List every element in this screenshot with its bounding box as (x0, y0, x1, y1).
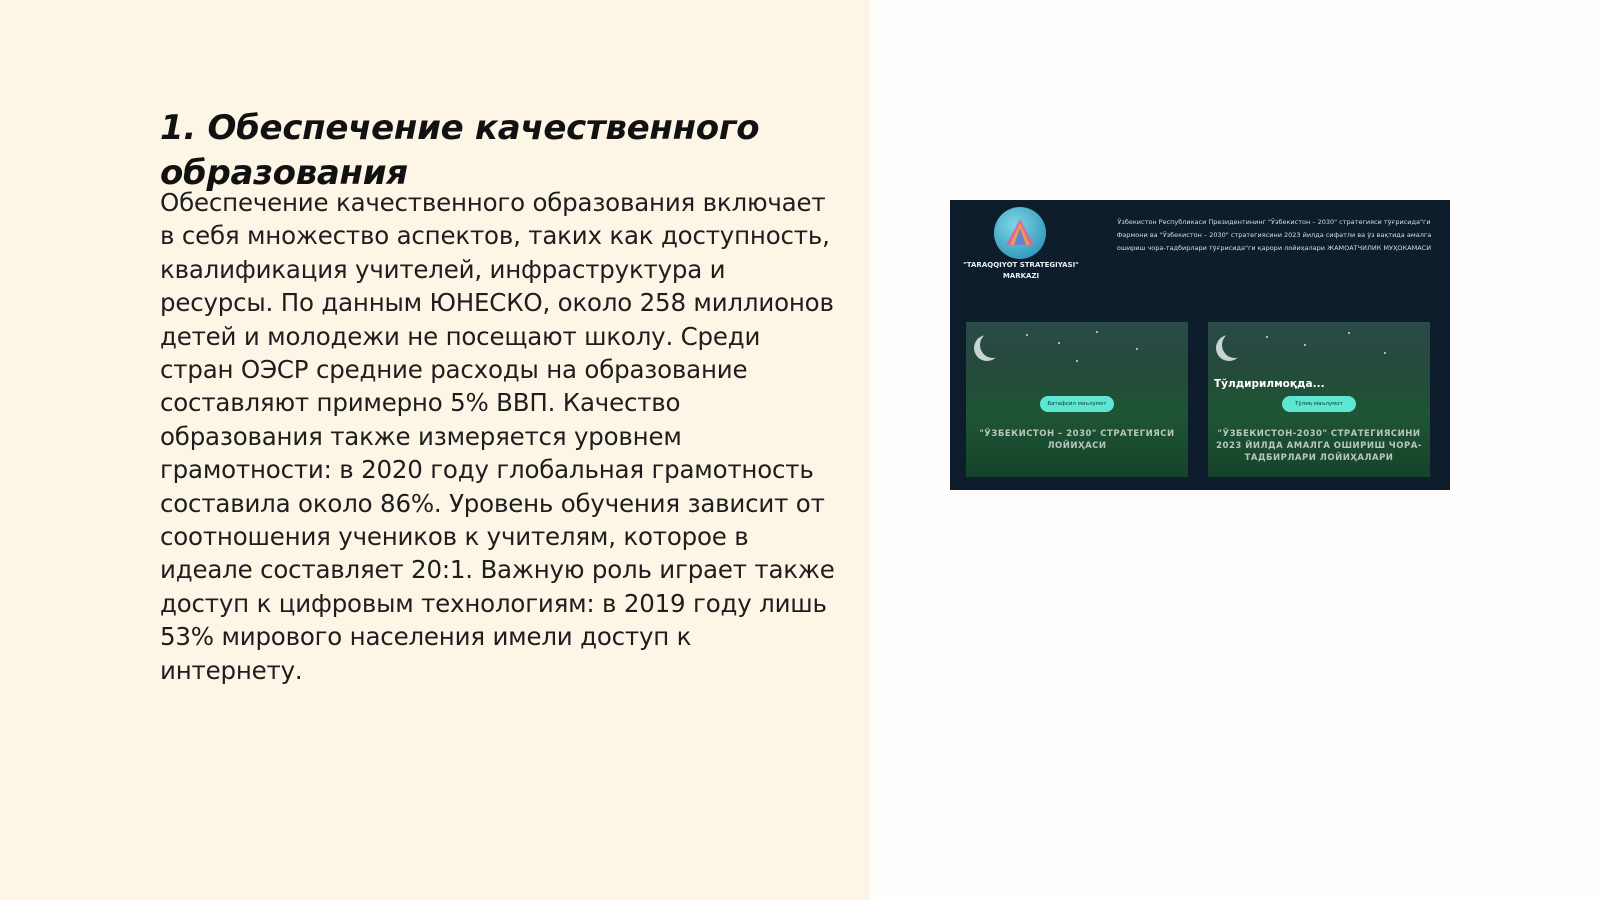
star-icon (1026, 334, 1028, 336)
strategy-card[interactable] (966, 322, 1188, 477)
star-icon (1136, 348, 1138, 350)
star-icon (1304, 344, 1306, 346)
crescent-moon-icon (980, 332, 1006, 358)
star-icon (1076, 360, 1078, 362)
star-icon (1096, 331, 1098, 333)
crescent-moon-icon (1222, 332, 1248, 358)
card-title: "ЎЗБЕКИСТОН – 2030" СТРАТЕГИЯСИ ЛОЙИҲАСИ (979, 429, 1175, 451)
details-button[interactable]: Батафсил маълумот (1040, 396, 1114, 412)
star-icon (1266, 336, 1268, 338)
star-icon (1348, 332, 1350, 334)
slide-body-text: Обеспечение качественного образования включает в себя множество аспектов, таких как доступность, квалификация учителей, инфраструктура и ресурсы. По данным ЮНЕСКО, около 258 миллионов детей и молодежи не посещают школу. Среди стран ОЭСР средние расходы на образование составляют примерно 5% ВВП. Качество образования также измеряется уровнем грамотности: в 2020 году глобальная грамотность составила около 86%. Уровень обучения зависит от соотношения учеников к учителям, которое в идеале составляет 20:1. Важную роль играет также доступ к цифровым технологиям: в 2019 году лишь 53% мирового населения имели доступ к интернету. (160, 188, 835, 685)
logo-icon (994, 207, 1046, 259)
header-text: Ўзбекистон Республикаси Президентининг "Ўзбекистон – 2030" стратегияси тўғрисида"ги Фармони ва "Ўзбекистон – 2030" стратегиясини 2023 йилда сифатли ва ўз вақтида амалга ошириш чора-тадбирлари тўғрисида"ги қарори лойиҳалари ЖАМОАТЧИЛИК МУҲОКАМАСИ (1116, 218, 1432, 252)
details-button[interactable]: Тўлиқ маълумот (1282, 396, 1356, 412)
card-title: "ЎЗБЕКИСТОН-2030" СТРАТЕГИЯСИНИ 2023 ЙИЛДА АМАЛГА ОШИРИШ ЧОРА-ТАДБИРЛАРИ ЛОЙИҲАЛАРИ (1216, 429, 1422, 463)
logo-caption: "TARAQQIYOT STRATEGIYASI" MARKAZI (963, 261, 1079, 280)
star-icon (1384, 352, 1386, 354)
logo-mark-icon (1006, 219, 1034, 245)
card-status-label: Тўлдирилмоқда... (1214, 378, 1325, 390)
slide-title: 1. Обеспечение качественного образования (160, 108, 760, 193)
measures-card[interactable] (1208, 322, 1430, 477)
embedded-screenshot (950, 200, 1450, 490)
star-icon (1058, 342, 1060, 344)
